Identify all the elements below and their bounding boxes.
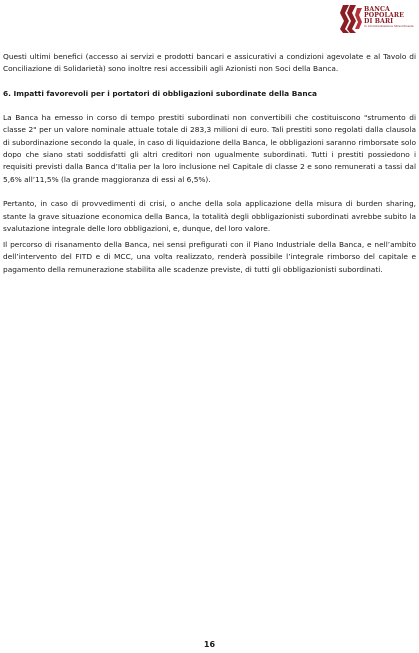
page-number: 16	[203, 640, 216, 649]
document-body	[3, 51, 416, 276]
section-heading: 6. Impatti favorevoli per i portatori di obbligazioni subordinate della Banca	[3, 88, 317, 98]
paragraph-burden-sharing: Pertanto, in caso di provvedimenti di crisi, o anche della sola applicazione della misura di burden sharing, stante la grave situazione economica della Banca, la totalità degli obbligazionisti subordinati avrebbe subito la svalutazione integrale delle loro obbligazioni, e, dunque, del loro valore.	[3, 199, 416, 233]
bank-logo-mark-icon	[340, 4, 364, 34]
logo-subline: In Amministrazione Straordinaria	[364, 24, 414, 28]
bank-logo	[340, 4, 416, 34]
paragraph-subordinated-loans: La Banca ha emesso in corso di tempo prestiti subordinati non convertibili che costituiscono "strumento di classe 2" per un valore nominale attuale totale di 283,3 milioni di euro. Tali prestiti sono regolati dalla clausola di subordinazione secondo la quale, in caso di liquidazione della Banca, le obbligazioni saranno rimborsate solo dopo che siano stati soddisfatti gli altri creditori non ugualmente subordinati. Tutti i prestiti possiedono i requisiti previsti dalla Banca d’Italia per la loro inclusione nel Capitale di classe 2 e sono remunerati a tassi dal 5,6% all’11,5% (la grande maggioranza di essi al 6,5%).	[3, 113, 416, 184]
logo-text-line1: BANCA	[364, 6, 390, 13]
logo-text-line3: DI BARI	[364, 18, 394, 25]
paragraph-benefits: Questi ultimi benefici (accesso ai servizi e prodotti bancari e assicurativi a condizioni agevolate e al Tavolo di Conciliazione di Solidarietà) sono inoltre resi accessibili agli Azionisti non Soci della Banca.	[3, 52, 416, 74]
logo-text-line2: POPOLARE	[364, 12, 404, 19]
paragraph-recovery-plan: Il percorso di risanamento della Banca, nei sensi prefigurati con il Piano Industriale della Banca, e nell’ambito dell’intervento del FITD e di MCC, una volta realizzato, renderà possibile l’integrale rimborso del capitale e pagamento della remunerazione stabilita alle scadenze previste, di tutti gli obbligazionisti subordinati.	[3, 240, 416, 274]
